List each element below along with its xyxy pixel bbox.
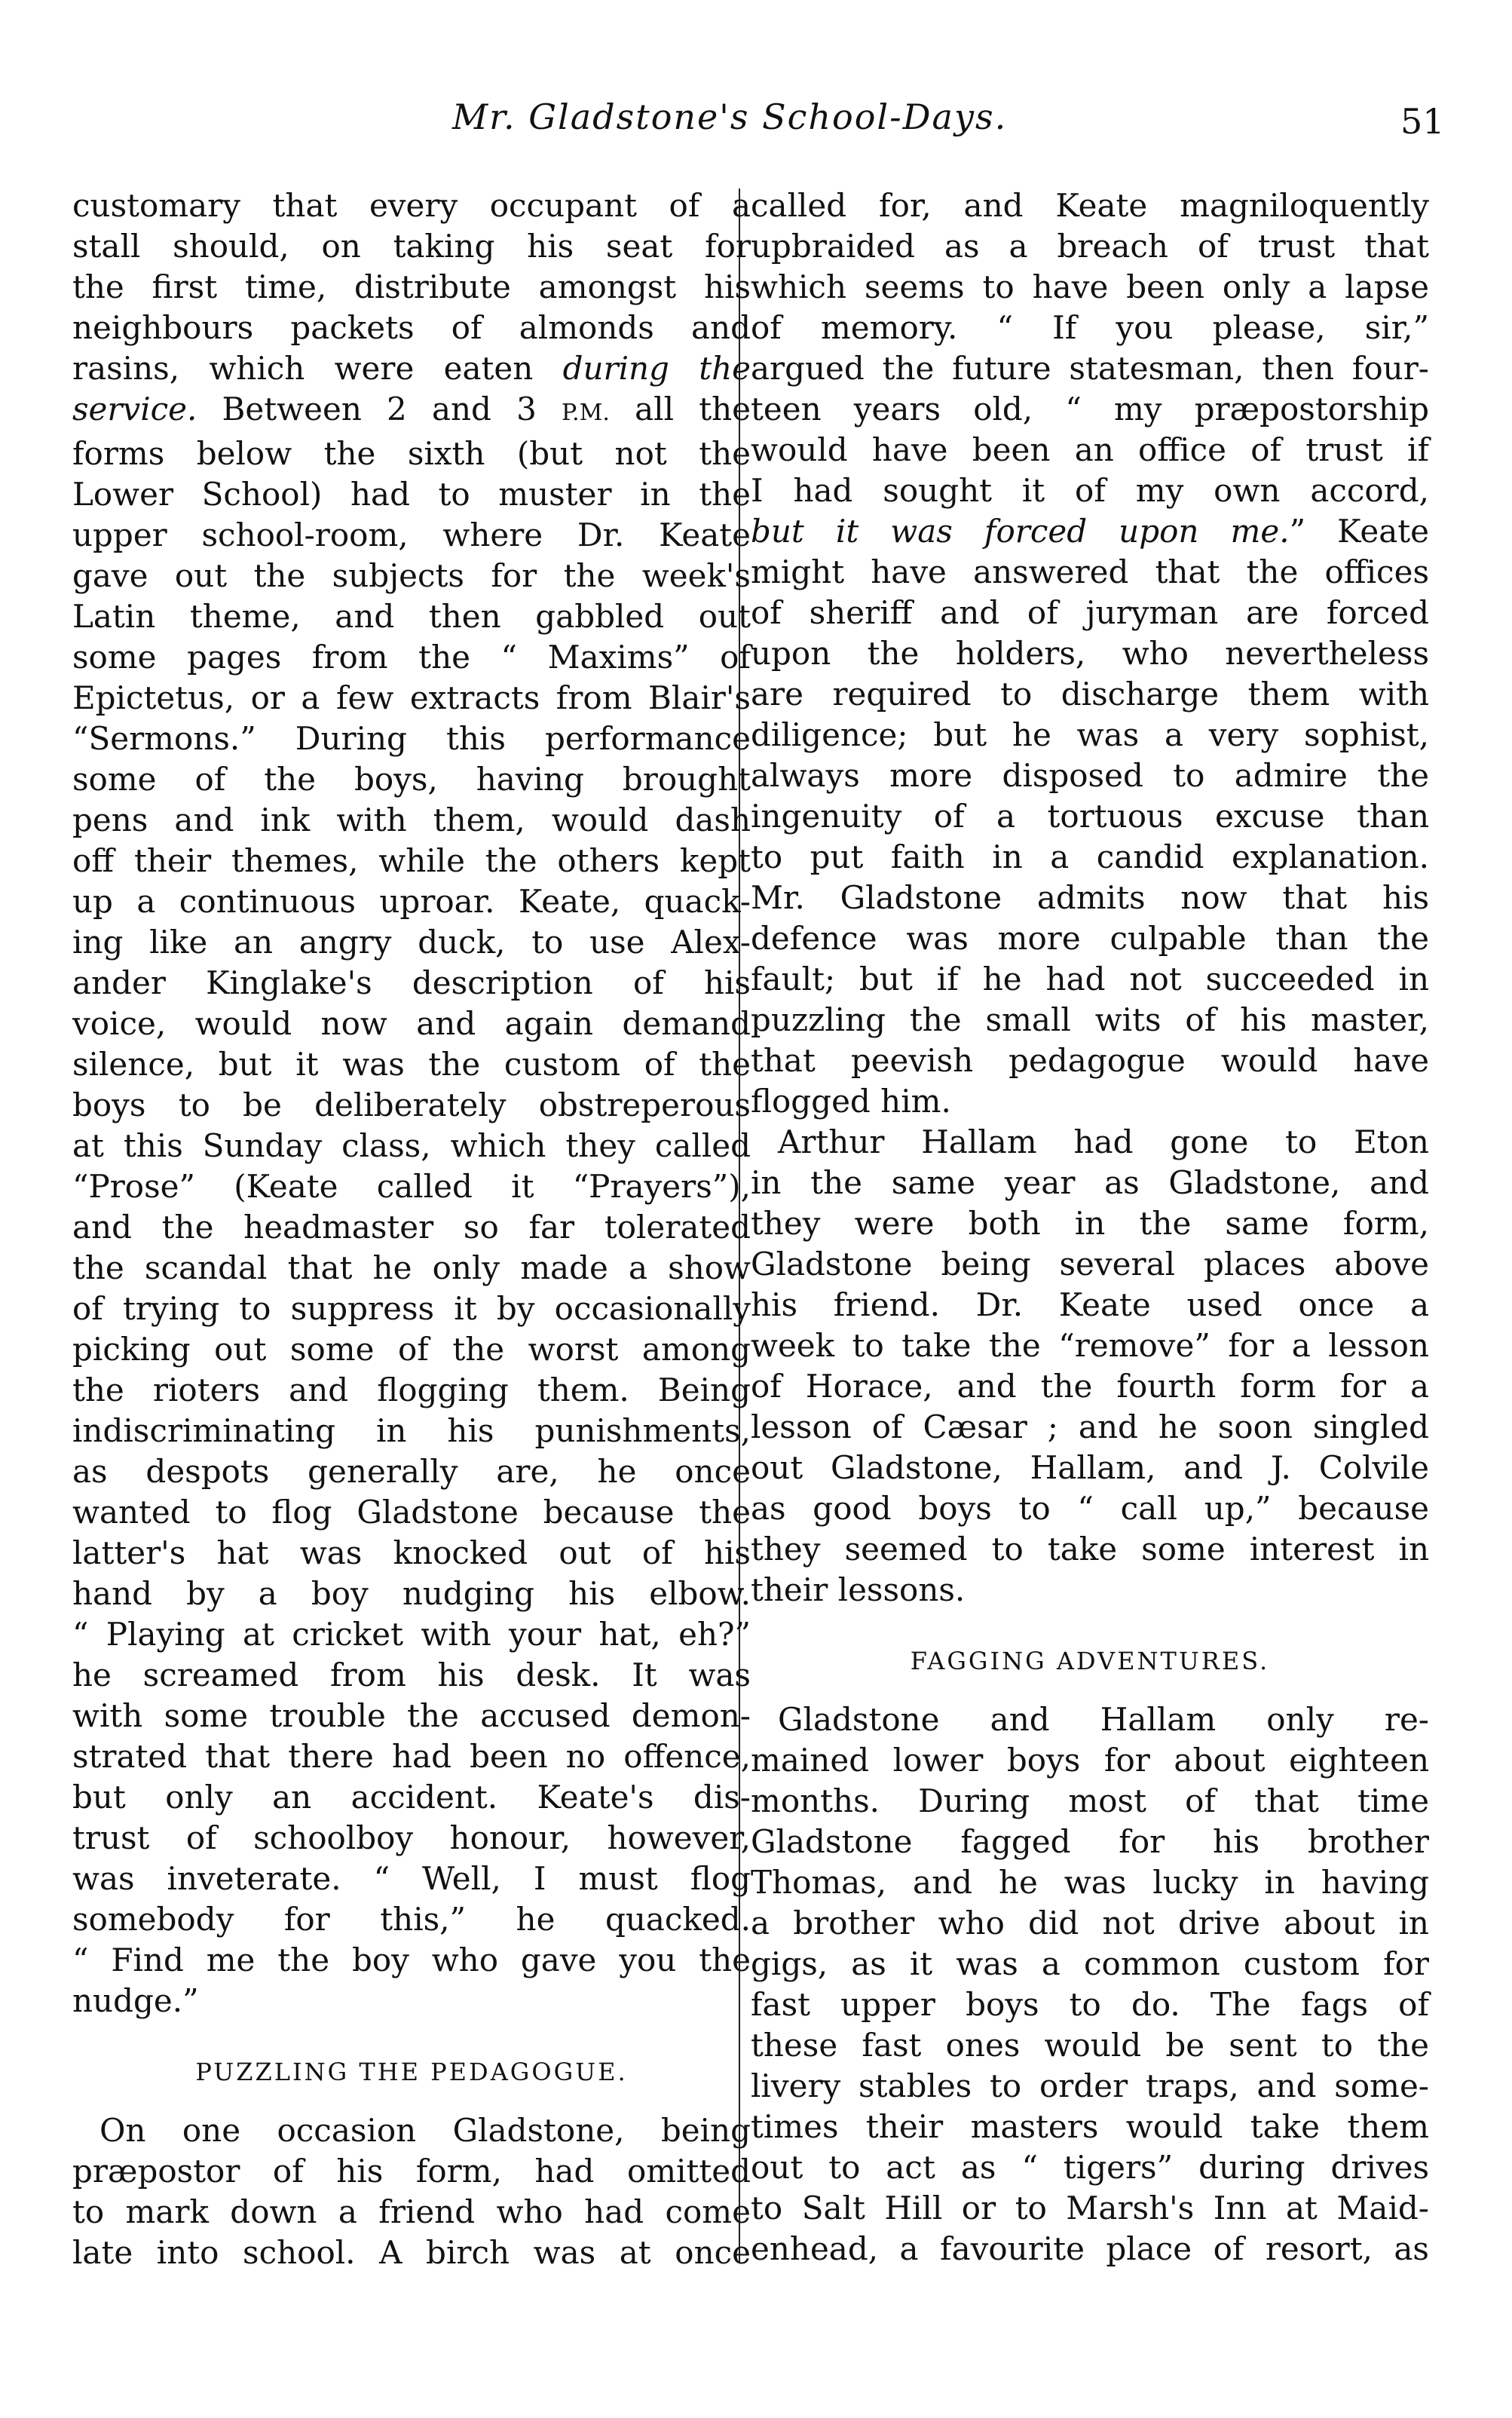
text-line: to mark down a friend who had come: [72, 2193, 751, 2230]
text-line: out Gladstone, Hallam, and J. Colvile: [751, 1449, 1429, 1486]
text-line: livery stables to order traps, and some-: [751, 2067, 1429, 2104]
text-line: teen years old, “ my præpostorship: [751, 391, 1429, 428]
text-line: Arthur Hallam had gone to Eton: [778, 1123, 1429, 1160]
text-line: week to take the “remove” for a lesson: [751, 1327, 1429, 1364]
text-line: some pages from the “ Maxims” of: [72, 639, 751, 676]
italic-text: but it was forced upon me.: [751, 513, 1290, 550]
running-head: [0, 97, 1512, 157]
text-line: a brother who did not drive about in: [751, 1905, 1429, 1941]
text-line: as good boys to “ call up,” because: [751, 1490, 1429, 1527]
text-line: picking out some of the worst among: [72, 1331, 751, 1368]
text-line: stall should, on taking his seat for: [72, 228, 751, 265]
text-line: at this Sunday class, which they called: [72, 1127, 751, 1164]
text-line: Mr. Gladstone admits now that his: [751, 879, 1429, 916]
text-line: these fast ones would be sent to the: [751, 2027, 1429, 2064]
text-line: gigs, as it was a common custom for: [751, 1945, 1429, 1982]
text-line: “Prose” (Keate called it “Prayers”),: [72, 1168, 751, 1205]
text-line: silence, but it was the custom of the: [72, 1046, 751, 1083]
section-heading: FAGGING ADVENTURES.: [910, 1647, 1270, 1675]
italic-text: during the: [562, 350, 751, 387]
text-line: Gladstone fagged for his brother: [751, 1823, 1429, 1860]
paragraph: [72, 185, 751, 2021]
text-line: flogged him.: [751, 1083, 951, 1120]
page-number: 51: [1400, 101, 1445, 142]
text-line: neighbours packets of almonds and: [72, 309, 751, 346]
text-line: somebody for this,” he quacked.: [72, 1901, 751, 1938]
text-line: “ Find me the boy who gave you the: [72, 1941, 751, 1978]
text-line: always more disposed to admire the: [751, 757, 1429, 794]
text-line: Latin theme, and then gabbled out: [72, 598, 751, 635]
text-line: up a continuous uproar. Keate, quack-: [72, 883, 751, 920]
text-line: would have been an office of trust if: [751, 431, 1429, 468]
text-line: latter's hat was knocked out of his: [72, 1534, 751, 1571]
text-line: in the same year as Gladstone, and: [751, 1164, 1429, 1201]
text-line: voice, would now and again demand: [72, 1005, 751, 1042]
text-line: as despots generally are, he once: [72, 1453, 751, 1490]
text-line: I had sought it of my own accord,: [751, 472, 1429, 509]
right-column: [751, 185, 1429, 2269]
text-line: which seems to have been only a lapse: [751, 268, 1429, 305]
text-line: that peevish pedagogue would have: [751, 1042, 1429, 1079]
text-line: defence was more culpable than the: [751, 920, 1429, 957]
text-line: upper school-room, where Dr. Keate: [72, 516, 751, 553]
text-line: some of the boys, having brought: [72, 761, 751, 798]
text-line: times their masters would take them: [751, 2108, 1429, 2145]
text-line: wanted to flog Gladstone because the: [72, 1494, 751, 1531]
text-line: fast upper boys to do. The fags of: [751, 1986, 1429, 2023]
text-line: he screamed from his desk. It was: [72, 1656, 751, 1693]
text-line: they seemed to take some interest in: [751, 1531, 1429, 1568]
text-line: Thomas, and he was lucky in having: [751, 1864, 1429, 1901]
text-line: mained lower boys for about eighteen: [751, 1742, 1429, 1779]
text-line: of sheriff and of juryman are forced: [751, 594, 1429, 631]
paragraph: [72, 2110, 751, 2273]
text-line: Gladstone being several places above: [751, 1246, 1429, 1283]
text-line: hand by a boy nudging his elbow.: [72, 1575, 751, 1612]
text-line: late into school. A birch was at once: [72, 2234, 751, 2271]
text-line: Lower School) had to muster in the: [72, 476, 751, 513]
text-line: [72, 389, 751, 434]
text-line: to put faith in a candid explanation.: [751, 838, 1429, 875]
text-line: are required to discharge them with: [751, 676, 1429, 713]
text-line: of trying to suppress it by occasionally: [72, 1290, 751, 1327]
text-line: trust of schoolboy honour, however,: [72, 1819, 751, 1856]
text-line: upon the holders, who nevertheless: [751, 635, 1429, 672]
text-line: “Sermons.” During this performance: [72, 720, 751, 757]
text-line: their lessons.: [751, 1571, 966, 1608]
text-line: the first time, distribute amongst his: [72, 268, 751, 305]
text-line: boys to be deliberately obstreperous: [72, 1086, 751, 1123]
text-line: puzzling the small wits of his master,: [751, 1001, 1429, 1038]
text-line: the scandal that he only made a show: [72, 1249, 751, 1286]
text-line: lesson of Cæsar ; and he soon singled: [751, 1408, 1429, 1445]
text-line: nudge.”: [72, 1982, 199, 2019]
text-line: the rioters and flogging them. Being: [72, 1371, 751, 1408]
text-line: ingenuity of a tortuous excuse than: [751, 798, 1429, 835]
text-line: fault; but if he had not succeeded in: [751, 961, 1429, 998]
text-line: was inveterate. “ Well, I must flog: [72, 1860, 751, 1897]
text-line: off their themes, while the others kept: [72, 842, 751, 879]
text-line: pens and ink with them, would dash: [72, 801, 751, 838]
paragraph: [751, 1122, 1429, 1610]
text-line: months. During most of that time: [751, 1782, 1429, 1819]
text-line: “ Playing at cricket with your hat, eh?”: [72, 1616, 751, 1653]
text-line: out to act as “ tigers” during drives: [751, 2149, 1429, 2186]
text-run: ” Keate: [1289, 513, 1429, 550]
text-line: with some trouble the accused demon-: [72, 1697, 751, 1734]
running-title: Mr. Gladstone's School-Days.: [452, 97, 1008, 137]
text-line: of memory. “ If you please, sir,”: [751, 309, 1429, 346]
section-heading: PUZZLING THE PEDAGOGUE.: [195, 2058, 628, 2086]
text-line: [751, 511, 1429, 552]
text-line: Epictetus, or a few extracts from Blair's: [72, 679, 751, 716]
text-line: gave out the subjects for the week's: [72, 557, 751, 594]
text-line: [72, 348, 751, 389]
text-line: his friend. Dr. Keate used once a: [751, 1286, 1429, 1323]
text-line: ander Kinglake's description of his: [72, 964, 751, 1001]
text-line: customary that every occupant of a: [72, 187, 751, 224]
text-line: of Horace, and the fourth form for a: [751, 1368, 1429, 1405]
paragraph: [751, 185, 1429, 1122]
text-line: but only an accident. Keate's dis-: [72, 1779, 751, 1816]
text-line: præpostor of his form, had omitted: [72, 2153, 751, 2190]
text-line: strated that there had been no offence,: [72, 1738, 751, 1775]
small-caps-text: P.M.: [562, 400, 610, 426]
text-line: diligence; but he was a very sophist,: [751, 716, 1429, 753]
paragraph: [751, 1699, 1429, 2269]
text-line: indiscriminating in his punishments,: [72, 1412, 751, 1449]
text-run: all the: [609, 391, 751, 428]
text-line: argued the future statesman, then four-: [751, 350, 1429, 387]
left-column: [72, 185, 751, 2273]
text-run: rasins, which were eaten: [72, 350, 563, 387]
text-line: called for, and Keate magniloquently: [751, 187, 1429, 224]
text-line: might have answered that the offices: [751, 553, 1429, 590]
italic-text: service.: [72, 391, 197, 428]
text-line: they were both in the same form,: [751, 1205, 1429, 1242]
text-line: forms below the sixth (but not the: [72, 435, 751, 472]
text-line: Gladstone and Hallam only re-: [778, 1701, 1429, 1738]
text-line: and the headmaster so far tolerated: [72, 1209, 751, 1246]
text-line: enhead, a favourite place of resort, as: [751, 2230, 1429, 2267]
text-line: On one occasion Gladstone, being: [99, 2112, 751, 2149]
text-run: Between 2 and 3: [197, 391, 562, 428]
text-line: upbraided as a breach of trust that: [751, 228, 1429, 265]
text-line: ing like an angry duck, to use Alex-: [72, 924, 751, 961]
text-line: to Salt Hill or to Marsh's Inn at Maid-: [751, 2190, 1429, 2226]
